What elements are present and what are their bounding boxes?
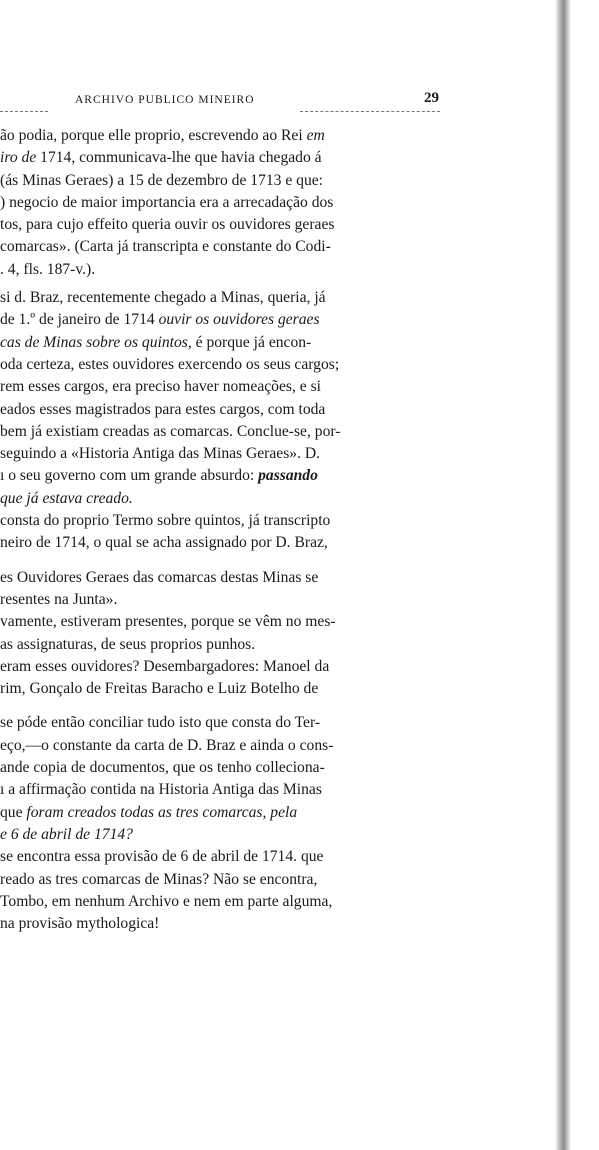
text-line	[0, 757, 470, 779]
text-segment: na provisão mythologica!	[0, 915, 160, 933]
text-segment: seguindo a «Historia Antiga das Minas Geraes». D.	[0, 445, 321, 463]
text-segment: ı o seu governo com um grande absurdo:	[0, 467, 259, 485]
text-segment: tos, para cujo effeito queria ouvir os ouvidores geraes	[0, 216, 335, 234]
text-segment: as assignaturas, de seus proprios punhos.	[0, 635, 256, 653]
text-segment: Tombo, em nenhum Archivo e nem em parte alguma,	[0, 892, 333, 910]
text-line	[0, 421, 470, 443]
text-segment: ı a affirmação contida na Historia Antiga das Minas	[0, 781, 322, 799]
paragraph-gap	[0, 700, 470, 712]
text-segment: si d. Braz, recentemente chegado a Minas, queria, já	[0, 289, 326, 307]
text-line	[0, 376, 470, 398]
page-number: 29	[424, 90, 439, 106]
text-line	[0, 779, 470, 801]
text-segment: rem esses cargos, era preciso haver nomeações, e si	[0, 378, 321, 396]
text-line	[0, 891, 470, 913]
page-binding-edge	[555, 0, 571, 1150]
text-segment: se póde então conciliar tudo isto que consta do Ter-	[0, 714, 321, 732]
text-segment: eram esses ouvidores? Desembargadores: Manoel da	[0, 657, 330, 675]
text-line	[0, 712, 470, 734]
text-line	[0, 678, 470, 700]
text-segment: rim, Gonçalo de Freitas Baracho e Luiz Botelho de	[0, 680, 319, 698]
text-line	[0, 824, 470, 846]
text-line	[0, 869, 470, 891]
italic-text-segment	[258, 467, 318, 484]
text-line	[0, 443, 470, 465]
text-segment: ) negocio de maior importancia era a arrecadação dos	[0, 193, 334, 211]
text-line	[0, 170, 470, 192]
text-segment: eço,—o constante da carta de D. Braz e ainda o cons-	[0, 736, 334, 754]
text-segment: se encontra essa provisão de 6 de abril de 1714. que	[0, 848, 324, 866]
text-line	[0, 532, 470, 554]
text-segment: ão podia, porque elle proprio, escrevendo ao Rei	[0, 127, 307, 144]
text-line	[0, 465, 470, 487]
text-line	[0, 802, 470, 824]
text-segment: 1714, communicava-lhe que havia chegado á	[36, 149, 322, 167]
header-rule-left	[0, 111, 48, 112]
header-title: ARCHIVO PUBLICO MINEIRO	[75, 94, 255, 106]
text-segment: comarcas». (Carta já transcripta e constante do Codi-	[0, 238, 331, 256]
text-line	[0, 214, 470, 236]
italic-text-segment: e 6 de abril de 1714?	[0, 825, 133, 843]
text-segment: reado as tres comarcas de Minas? Não se encontra,	[0, 870, 318, 888]
text-line	[0, 354, 470, 376]
italic-text-segment: ouvir os ouvidores geraes	[158, 311, 320, 329]
text-segment: bem já existiam creadas as comarcas. Conclue-se, por-	[0, 422, 341, 440]
text-line	[0, 634, 470, 656]
text-segment: oda certeza, estes ouvidores exercendo os seus cargos;	[0, 355, 340, 373]
text-line	[0, 259, 470, 281]
italic-text-segment: cas de Minas sobre os quintos,	[0, 333, 192, 351]
italic-bold-text: passando	[258, 467, 318, 485]
text-line	[0, 309, 470, 331]
text-line	[0, 846, 470, 868]
text-line	[0, 236, 470, 258]
text-segment: . 4, fls. 187-v.).	[0, 260, 96, 278]
italic-text-segment: em	[306, 127, 325, 144]
text-segment: vamente, estiveram presentes, porque se vêm no mes-	[0, 613, 336, 631]
header-rule-right	[300, 111, 440, 112]
text-line	[0, 913, 470, 935]
text-line	[0, 735, 470, 757]
italic-text-segment: iro de	[0, 149, 37, 167]
text-line	[0, 125, 470, 147]
body-text	[0, 125, 470, 935]
text-line	[0, 589, 470, 611]
text-segment: es Ouvidores Geraes das comarcas destas Minas se	[0, 568, 319, 586]
italic-text-segment: que já estava creado.	[0, 489, 133, 507]
text-line	[0, 510, 470, 532]
text-segment: de 1.º de janeiro de 1714	[0, 311, 159, 329]
text-line	[0, 399, 470, 421]
text-line	[0, 147, 470, 169]
italic-text-segment: foram creados todas as tres comarcas, pela	[26, 803, 298, 821]
text-line	[0, 656, 470, 678]
text-segment: (ás Minas Geraes) a 15 de dezembro de 1713 e que:	[0, 171, 324, 189]
text-line	[0, 611, 470, 633]
text-segment: é porque já encon-	[191, 333, 312, 351]
text-line	[0, 332, 470, 354]
text-line	[0, 192, 470, 214]
text-segment: consta do proprio Termo sobre quintos, já transcripto	[0, 512, 331, 530]
text-segment: neiro de 1714, o qual se acha assignado por D. Braz,	[0, 534, 328, 552]
text-segment: eados esses magistrados para estes cargos, com toda	[0, 400, 326, 418]
text-segment: ande copia de documentos, que os tenho colleciona-	[0, 759, 325, 777]
text-line	[0, 287, 470, 309]
text-line	[0, 488, 470, 510]
text-segment: resentes na Junta».	[0, 590, 118, 608]
text-line	[0, 567, 470, 589]
text-segment: que	[0, 803, 27, 821]
paragraph-gap	[0, 555, 470, 567]
